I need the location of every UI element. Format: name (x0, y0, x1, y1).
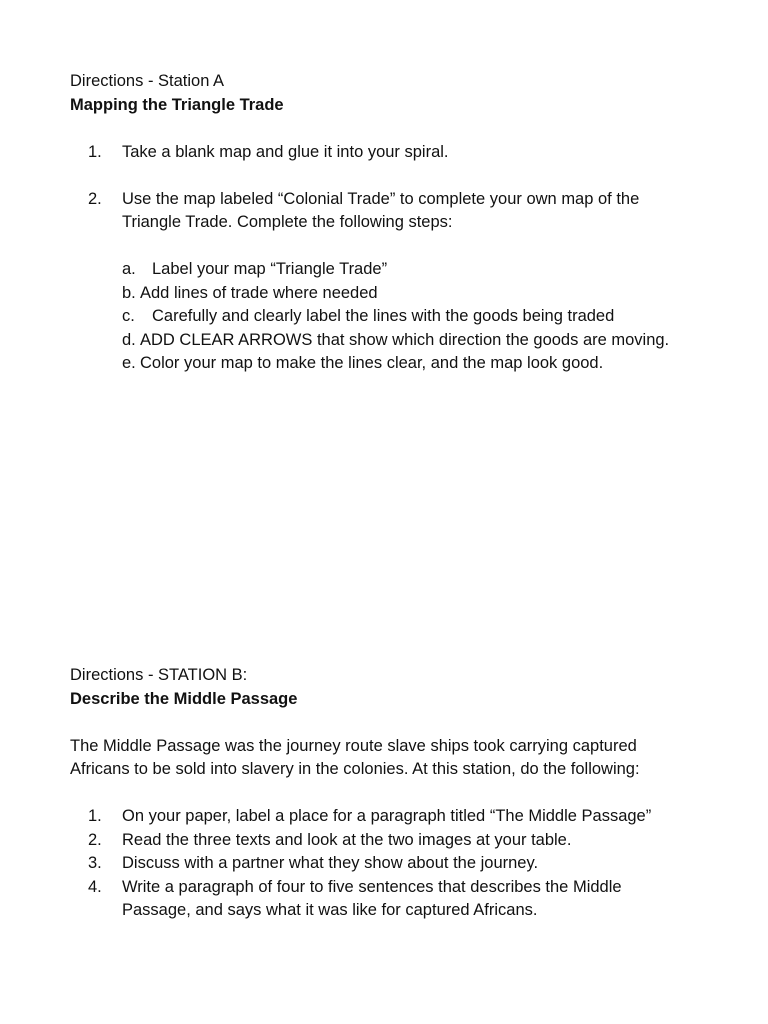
substep-d (70, 329, 720, 353)
station-b-label: Directions - STATION B: (70, 666, 248, 684)
step-number: 1. (88, 807, 102, 825)
station-b-title: Describe the Middle Passage (70, 689, 298, 708)
station-a-section (70, 70, 720, 376)
step-text-line-1: Use the map labeled “Colonial Trade” to complete your own map of the (122, 189, 640, 208)
substep-letter: c. (122, 307, 135, 325)
substep-text: Carefully and clearly label the lines with the goods being traded (152, 307, 615, 325)
substep-b (70, 282, 720, 306)
step-text-line-1: Write a paragraph of four to five sentences that describes the Middle (122, 877, 622, 896)
station-b-step-3 (70, 852, 720, 876)
station-b-section (70, 664, 720, 923)
station-a-title: Mapping the Triangle Trade (70, 95, 284, 114)
station-b-step-1 (70, 805, 720, 829)
substep-text: Label your map “Triangle Trade” (152, 260, 388, 278)
substep-text: ADD CLEAR ARROWS that show which direction the goods are moving. (140, 330, 670, 349)
station-b-step-2 (70, 829, 720, 853)
step-number: 4. (88, 877, 102, 896)
substep-letter: a. (122, 260, 136, 278)
substep-letter: d. (122, 330, 136, 349)
step-text: Discuss with a partner what they show about the journey. (122, 854, 539, 872)
step-text-line-2: Triangle Trade. Complete the following steps: (122, 213, 453, 231)
station-a-step-1 (70, 141, 720, 165)
substep-a (70, 258, 720, 282)
step-text-line-2: Passage, and says what it was like for captured Africans. (122, 901, 538, 919)
substep-e (70, 352, 720, 376)
substep-letter: e. (122, 354, 136, 372)
substep-text: Color your map to make the lines clear, and the map look good. (140, 354, 604, 372)
intro-line-1: The Middle Passage was the journey route slave ships took carrying captured (70, 736, 637, 755)
step-number: 1. (88, 142, 102, 161)
step-text: Read the three texts and look at the two images at your table. (122, 830, 572, 849)
station-a-step-2 (70, 188, 720, 235)
substep-letter: b. (122, 283, 136, 302)
substep-c (70, 305, 720, 329)
substep-text: Add lines of trade where needed (140, 283, 378, 302)
step-number: 2. (88, 830, 102, 849)
station-b-step-4 (70, 876, 720, 923)
step-text: Take a blank map and glue it into your spiral. (122, 142, 449, 161)
step-text: On your paper, label a place for a paragraph titled “The Middle Passage” (122, 807, 652, 825)
step-number: 2. (88, 189, 102, 208)
intro-line-2: Africans to be sold into slavery in the colonies. At this station, do the following: (70, 760, 640, 778)
step-number: 3. (88, 854, 102, 872)
station-a-label: Directions - Station A (70, 72, 225, 90)
